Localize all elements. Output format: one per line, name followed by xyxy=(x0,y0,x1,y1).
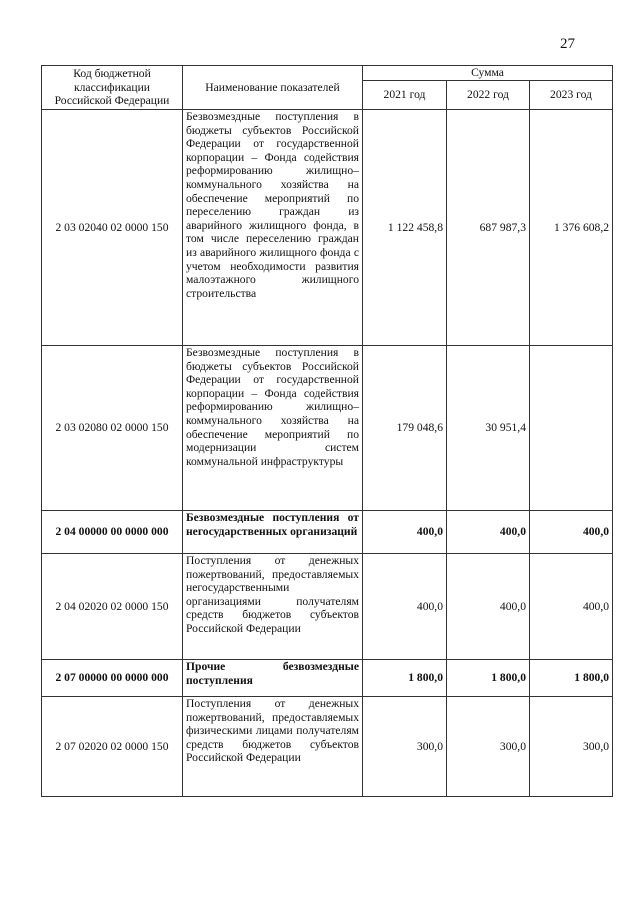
row-value-2022: 400,0 xyxy=(447,554,530,660)
header-year-2022: 2022 год xyxy=(447,81,530,110)
row-value-2023 xyxy=(530,346,613,511)
row-code: 2 04 02020 02 0000 150 xyxy=(42,554,183,660)
row-value-2021: 1 122 458,8 xyxy=(363,110,447,346)
row-value-2023: 1 376 608,2 xyxy=(530,110,613,346)
row-name: Безвозмездные поступления в бюджеты субъектов Российской Федерации от государственной корпорации – Фонда содействия реформированию жилищно–коммунального хозяйства на обеспечение мероприятий по переселению граждан из аварийного жилищного фонда, в том числе переселению граждан из аварийного жилищного фонда с учетом необходимости развития малоэтажного жилищного строительства xyxy=(183,110,363,346)
row-value-2023: 1 800,0 xyxy=(530,660,613,697)
header-sum: Сумма xyxy=(363,66,613,81)
row-value-2022: 687 987,3 xyxy=(447,110,530,346)
row-value-2022: 400,0 xyxy=(447,511,530,554)
header-code: Код бюджетной классификации Российской Федерации xyxy=(42,66,183,110)
table-row xyxy=(42,511,613,554)
header-year-2023: 2023 год xyxy=(530,81,613,110)
row-name: Безвозмездные поступления от негосударственных организаций xyxy=(183,511,363,554)
row-value-2023: 300,0 xyxy=(530,697,613,797)
row-value-2021: 400,0 xyxy=(363,554,447,660)
row-code: 2 04 00000 00 0000 000 xyxy=(42,511,183,554)
header-name: Наименование показателей xyxy=(183,66,363,110)
row-value-2022: 1 800,0 xyxy=(447,660,530,697)
row-value-2023: 400,0 xyxy=(530,554,613,660)
budget-table xyxy=(41,65,613,797)
header-year-2021: 2021 год xyxy=(363,81,447,110)
row-value-2021: 1 800,0 xyxy=(363,660,447,697)
row-name: Безвозмездные поступления в бюджеты субъектов Российской Федерации от государственной корпорации – Фонда содействия реформированию жилищно–коммунального хозяйства на обеспечение мероприятий по модернизации систем коммунальной инфраструктуры xyxy=(183,346,363,511)
page-number: 27 xyxy=(560,36,575,52)
table-row xyxy=(42,660,613,697)
row-code: 2 07 02020 02 0000 150 xyxy=(42,697,183,797)
row-value-2021: 179 048,6 xyxy=(363,346,447,511)
row-code: 2 07 00000 00 0000 000 xyxy=(42,660,183,697)
table-row xyxy=(42,110,613,346)
row-value-2022: 300,0 xyxy=(447,697,530,797)
table-row xyxy=(42,346,613,511)
row-value-2021: 400,0 xyxy=(363,511,447,554)
row-value-2021: 300,0 xyxy=(363,697,447,797)
table-row xyxy=(42,554,613,660)
row-name: Поступления от денежных пожертвований, предоставляемых физическими лицами получателям средств бюджетов субъектов Российской Федерации xyxy=(183,697,363,797)
table-row xyxy=(42,697,613,797)
row-name: Прочие безвозмездные поступления xyxy=(183,660,363,697)
row-value-2023: 400,0 xyxy=(530,511,613,554)
row-code: 2 03 02040 02 0000 150 xyxy=(42,110,183,346)
row-value-2022: 30 951,4 xyxy=(447,346,530,511)
row-name: Поступления от денежных пожертвований, предоставляемых негосударственными организациями получателям средств бюджетов субъектов Российской Федерации xyxy=(183,554,363,660)
row-code: 2 03 02080 02 0000 150 xyxy=(42,346,183,511)
